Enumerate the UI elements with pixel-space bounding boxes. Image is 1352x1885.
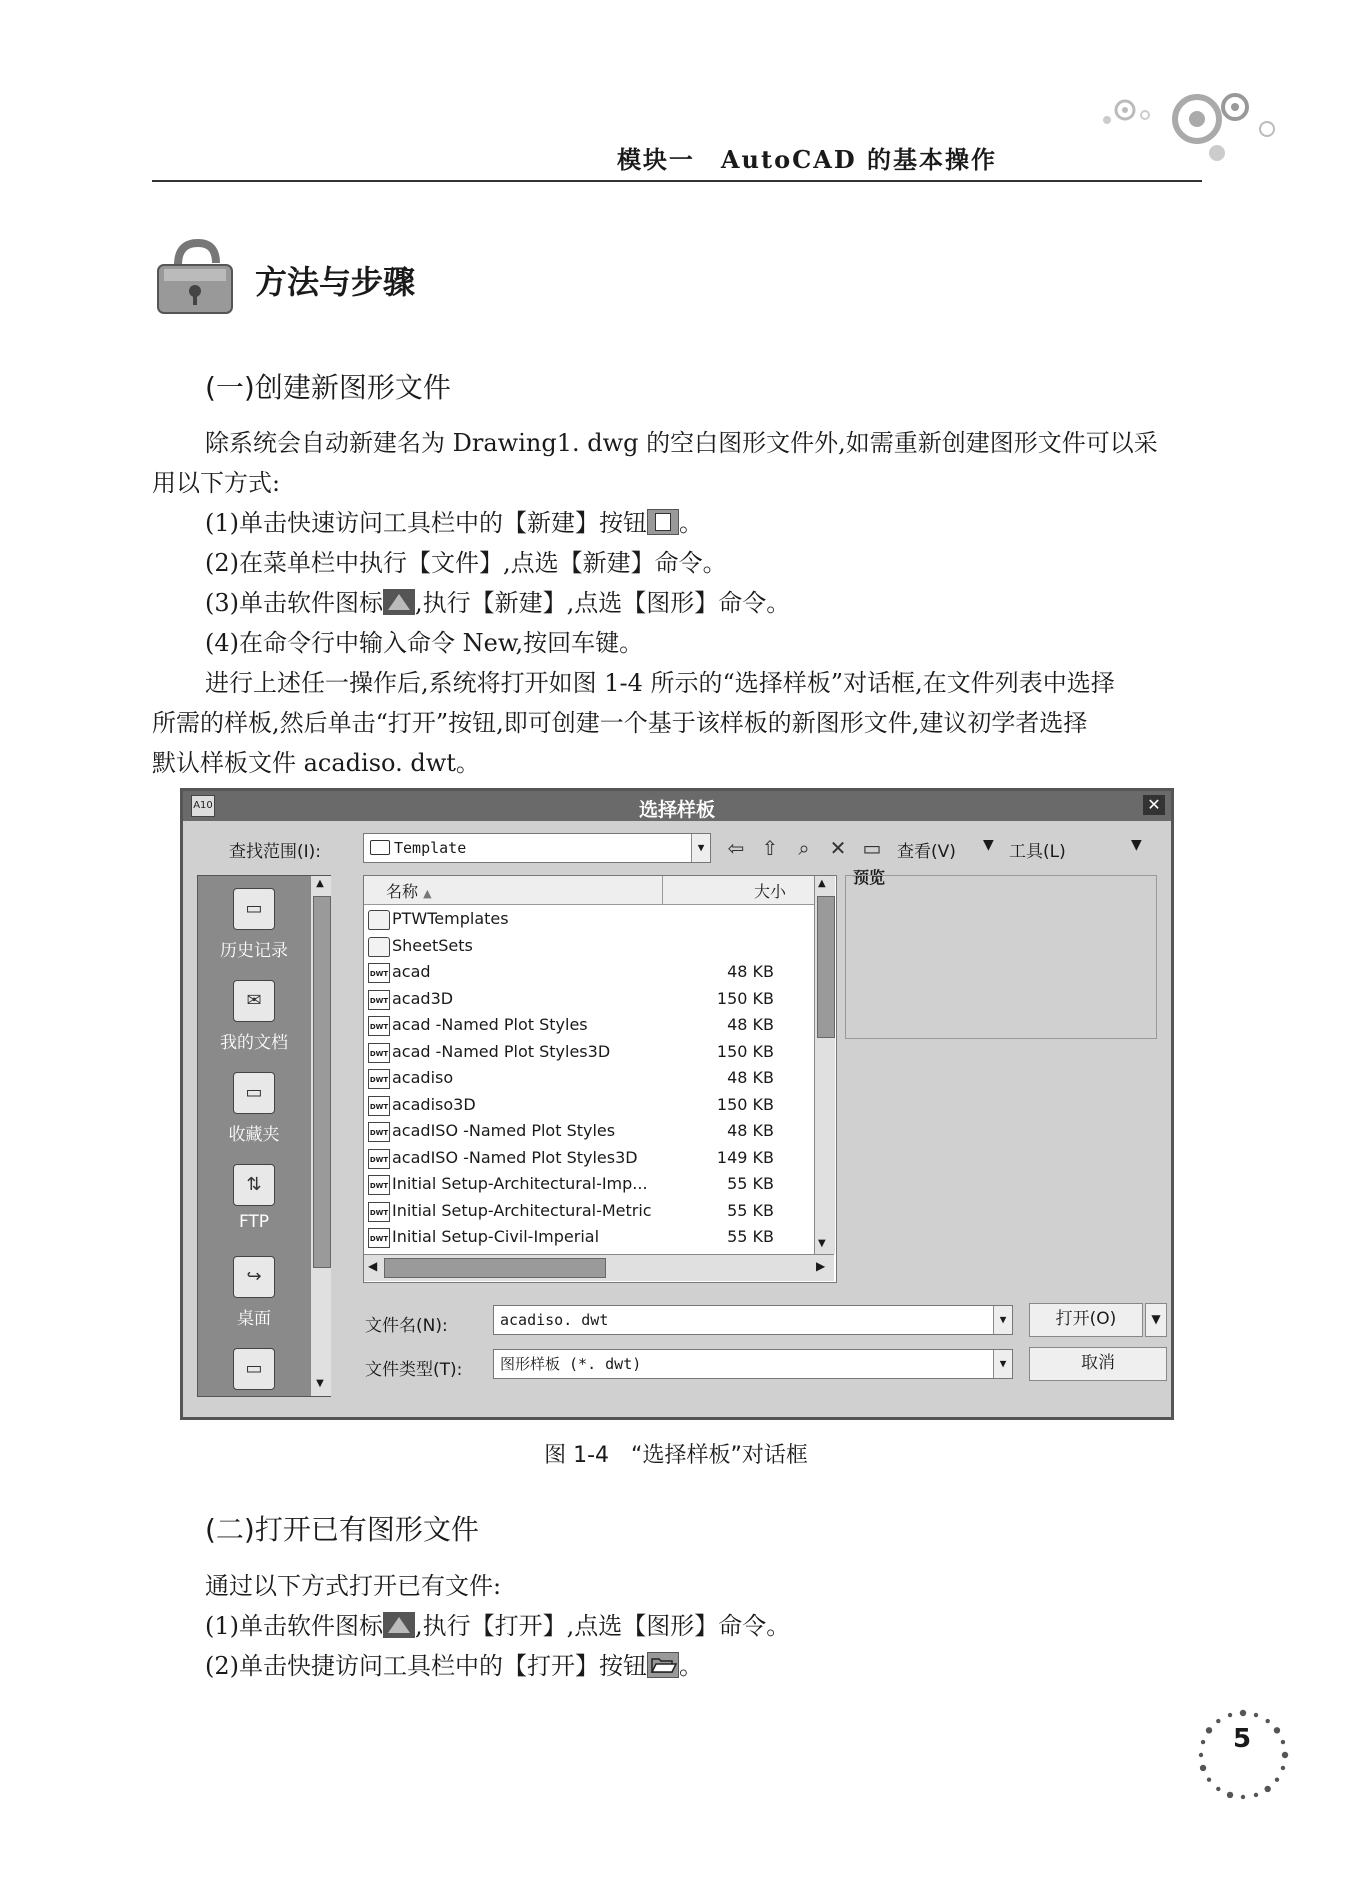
file-row[interactable] <box>368 1198 814 1224</box>
autocad-app-icon <box>383 1612 415 1638</box>
decoration-dot <box>1240 1710 1246 1716</box>
file-size: 55 KB <box>727 1200 774 1220</box>
preview-label: 预览 <box>853 868 886 887</box>
file-name: acad -Named Plot Styles3D <box>392 1041 611 1061</box>
place-label: 历史记录 <box>220 941 288 961</box>
history-folder-icon: ▭ <box>233 888 275 930</box>
file-name: acad3D <box>392 988 454 1008</box>
file-size: 149 KB <box>716 1147 774 1167</box>
chevron-down-icon[interactable]: ▼ <box>691 834 710 862</box>
place-desktop[interactable] <box>198 1256 310 1329</box>
back-icon[interactable]: ⇦ <box>727 836 745 860</box>
col-size-header[interactable]: 大小 <box>754 882 787 901</box>
dialog-title: 选择样板 <box>638 799 715 821</box>
autocad-app-icon <box>383 589 415 615</box>
decoration-dot <box>1200 1765 1206 1771</box>
tools-menu[interactable]: 工具(L) <box>1009 842 1066 862</box>
file-row[interactable] <box>368 906 814 932</box>
places-scroll-thumb[interactable] <box>313 896 331 1268</box>
place-more[interactable] <box>198 1348 310 1396</box>
part2-step2 <box>205 1646 703 1686</box>
place-history[interactable] <box>198 888 310 961</box>
decoration-dot <box>1282 1752 1288 1758</box>
view-menu[interactable]: 查看(V) <box>897 842 956 862</box>
decoration-dot <box>1227 1792 1233 1798</box>
file-row[interactable] <box>368 1224 814 1250</box>
list-vscrollbar[interactable] <box>814 876 835 1254</box>
file-size: 55 KB <box>727 1174 774 1193</box>
file-size: 48 KB <box>727 1068 774 1087</box>
file-row[interactable] <box>368 1012 814 1038</box>
col-name-header[interactable] <box>386 879 432 902</box>
file-list <box>363 875 837 1283</box>
decoration-dot <box>1199 1753 1203 1757</box>
places-bar <box>197 875 331 1397</box>
filetype-value: 图形样板 (*. dwt) <box>500 1355 642 1373</box>
page-number-decoration <box>1188 1700 1298 1810</box>
header-rule <box>152 180 1202 182</box>
file-rows <box>364 906 814 1254</box>
part1-after-line2: 所需的样板,然后单击“打开”按钮,即可创建一个基于该样板的新图形文件,建议初学者选择 <box>152 709 1088 737</box>
view-dropdown-icon[interactable]: ▼ <box>983 837 994 853</box>
file-row[interactable] <box>368 1065 814 1091</box>
place-label: 收藏夹 <box>228 1125 280 1145</box>
file-row[interactable] <box>368 1145 814 1171</box>
file-row[interactable] <box>368 1039 814 1065</box>
part1-step1-text: (1)单击快速访问工具栏中的【新建】按钮 <box>205 509 647 537</box>
part2-heading: (二)打开已有图形文件 <box>205 1513 479 1546</box>
file-name: PTWTemplates <box>392 909 509 928</box>
documents-icon: ✉ <box>233 980 275 1022</box>
filename-dropdown-icon[interactable]: ▼ <box>993 1306 1012 1334</box>
scroll-up-icon[interactable]: ▲ <box>316 878 324 889</box>
file-row[interactable] <box>368 986 814 1012</box>
part2-step2-end: 。 <box>679 1652 703 1680</box>
place-label: FTP <box>238 1212 270 1232</box>
new-file-icon <box>647 509 679 535</box>
figure-caption: 图 1-4 “选择样板”对话框 <box>544 1443 808 1468</box>
dwt-file-icon: DWT <box>368 963 390 983</box>
part2-step2-text: (2)单击快捷访问工具栏中的【打开】按钮 <box>205 1652 647 1680</box>
file-name: acadISO -Named Plot Styles3D <box>392 1147 638 1167</box>
part1-step1 <box>205 503 703 543</box>
file-name: acad -Named Plot Styles <box>392 1015 588 1034</box>
search-web-icon[interactable]: ⌕ <box>798 836 810 860</box>
list-header <box>364 876 834 905</box>
file-name: acadISO -Named Plot Styles <box>392 1121 616 1140</box>
scroll-down-icon[interactable]: ▼ <box>818 1238 826 1249</box>
place-label: 桌面 <box>237 1309 271 1329</box>
dwt-file-icon: DWT <box>368 1122 390 1142</box>
column-divider <box>662 876 663 904</box>
dialog-titlebar <box>183 791 1171 821</box>
folder-icon <box>368 937 390 957</box>
file-name: Initial Setup-Architectural-Imp... <box>392 1174 648 1193</box>
sort-asc-icon: ▲ <box>423 887 432 900</box>
col-name-label: 名称 <box>386 882 419 901</box>
lock-icon <box>150 235 240 320</box>
dwt-file-icon: DWT <box>368 990 390 1010</box>
desktop-icon: ↪ <box>233 1256 275 1298</box>
places-scrollbar[interactable] <box>310 876 331 1396</box>
folder-icon: ▭ <box>233 1348 275 1390</box>
scroll-left-icon[interactable]: ◀ <box>368 1259 378 1273</box>
dwt-file-icon: DWT <box>368 1202 390 1222</box>
file-row[interactable] <box>368 959 814 985</box>
app-logo-icon: A10 <box>191 795 215 817</box>
dwt-file-icon: DWT <box>368 1069 390 1089</box>
part1-after-line1: 进行上述任一操作后,系统将打开如图 1-4 所示的“选择样板”对话框,在文件列表中选择 <box>205 669 1115 697</box>
part1-step1-end: 。 <box>679 509 703 537</box>
folder-icon <box>368 910 390 930</box>
close-icon[interactable]: ✕ <box>1143 795 1165 815</box>
select-template-dialog <box>180 788 1174 1420</box>
file-name: acadiso3D <box>392 1094 476 1114</box>
decoration-dot <box>1274 1727 1280 1733</box>
dwt-file-icon: DWT <box>368 1043 390 1063</box>
part1-step3 <box>205 583 790 623</box>
dwt-file-icon: DWT <box>368 1149 390 1169</box>
preview-pane <box>845 875 1157 1039</box>
decoration-dot <box>1265 1719 1269 1723</box>
decoration-dot <box>1275 1777 1279 1781</box>
up-folder-icon[interactable]: ⇧ <box>761 836 779 860</box>
list-hscrollbar[interactable] <box>364 1254 834 1281</box>
filename-value: acadiso. dwt <box>500 1311 609 1329</box>
filetype-label: 文件类型(T): <box>365 1360 463 1380</box>
dwt-file-icon: DWT <box>368 1016 390 1036</box>
place-my-documents[interactable] <box>198 980 310 1053</box>
file-size: 48 KB <box>727 1121 774 1140</box>
section-title: 方法与步骤 <box>255 263 416 301</box>
part1-heading: (一)创建新图形文件 <box>205 371 451 404</box>
running-head: 模块一 AutoCAD 的基本操作 <box>616 145 997 174</box>
open-options-icon[interactable]: ▼ <box>1145 1303 1167 1337</box>
file-size: 150 KB <box>716 1041 774 1061</box>
part2-intro: 通过以下方式打开已有文件: <box>205 1572 502 1600</box>
part1-step4: (4)在命令行中输入命令 New,按回车键。 <box>205 629 644 657</box>
new-folder-icon[interactable]: ▭ <box>862 836 882 860</box>
file-size: 150 KB <box>716 1094 774 1114</box>
lookin-label: 查找范围(I): <box>229 842 322 862</box>
file-name: Initial Setup-Civil-Imperial <box>392 1227 600 1246</box>
scroll-down-icon[interactable]: ▼ <box>316 1378 324 1389</box>
part1-intro-line2: 用以下方式: <box>152 469 281 497</box>
decoration-dot <box>1207 1777 1211 1781</box>
part2-step1-end: ,执行【打开】,点选【图形】命令。 <box>415 1612 791 1640</box>
delete-icon[interactable]: ✕ <box>829 836 847 860</box>
file-name: acadiso <box>392 1068 454 1087</box>
file-name: Initial Setup-Architectural-Metric <box>392 1200 652 1220</box>
list-hscroll-thumb[interactable] <box>384 1258 606 1278</box>
decoration-dot <box>1264 1786 1270 1792</box>
part1-step3-end: ,执行【新建】,点选【图形】命令。 <box>415 589 791 617</box>
favorites-folder-icon: ▭ <box>233 1072 275 1114</box>
place-favorites[interactable] <box>198 1072 310 1145</box>
cancel-button[interactable]: 取消 <box>1029 1347 1167 1381</box>
part1-step3-text: (3)单击软件图标 <box>205 589 383 617</box>
open-button[interactable]: 打开(O) <box>1029 1303 1143 1337</box>
dwt-file-icon: DWT <box>368 1175 390 1195</box>
header-decoration <box>1085 85 1285 175</box>
dwt-file-icon: DWT <box>368 1096 390 1116</box>
dwt-file-icon: DWT <box>368 1228 390 1248</box>
ftp-icon: ⇅ <box>233 1164 275 1206</box>
decoration-dot <box>1216 1719 1220 1723</box>
scroll-right-icon[interactable]: ▶ <box>816 1259 826 1273</box>
place-ftp[interactable] <box>198 1164 310 1232</box>
place-label: 我的文档 <box>220 1033 288 1053</box>
file-row[interactable] <box>368 1171 814 1197</box>
file-size: 150 KB <box>716 988 774 1008</box>
part1-after-line3: 默认样板文件 acadiso. dwt。 <box>152 749 480 777</box>
decoration-dot <box>1228 1713 1232 1717</box>
part1-intro-line1: 除系统会自动新建名为 Drawing1. dwg 的空白图形文件外,如需重新创建图形文件可以采 <box>205 429 1158 457</box>
part2-step1 <box>205 1606 790 1646</box>
file-row[interactable] <box>368 933 814 959</box>
part2-step1-text: (1)单击软件图标 <box>205 1612 383 1640</box>
lookin-value: Template <box>394 839 467 857</box>
page-number: 5 <box>1232 1724 1252 1754</box>
decoration-dot <box>1216 1787 1220 1791</box>
scroll-up-icon[interactable]: ▲ <box>818 878 826 889</box>
filename-label: 文件名(N): <box>365 1316 448 1336</box>
file-size: 55 KB <box>727 1227 774 1246</box>
file-size: 48 KB <box>727 1015 774 1034</box>
decoration-dot <box>1254 1793 1258 1797</box>
filetype-dropdown-icon[interactable]: ▼ <box>993 1350 1012 1378</box>
tools-dropdown-icon[interactable]: ▼ <box>1131 837 1142 853</box>
decoration-dot <box>1254 1713 1258 1717</box>
file-row[interactable] <box>368 1118 814 1144</box>
filetype-select[interactable] <box>493 1349 1013 1379</box>
list-scroll-thumb[interactable] <box>817 896 835 1038</box>
decoration-dot <box>1241 1795 1245 1799</box>
file-size: 48 KB <box>727 962 774 981</box>
decoration-dot <box>1281 1740 1285 1744</box>
open-folder-icon <box>647 1652 679 1678</box>
decoration-dot <box>1201 1740 1205 1744</box>
part1-step2: (2)在菜单栏中执行【文件】,点选【新建】命令。 <box>205 549 727 577</box>
file-row[interactable] <box>368 1092 814 1118</box>
file-name: acad <box>392 962 431 981</box>
decoration-dot <box>1281 1766 1285 1770</box>
folder-icon <box>370 840 390 855</box>
lookin-select[interactable] <box>363 833 711 863</box>
file-name: SheetSets <box>392 935 473 955</box>
filename-input[interactable] <box>493 1305 1013 1335</box>
